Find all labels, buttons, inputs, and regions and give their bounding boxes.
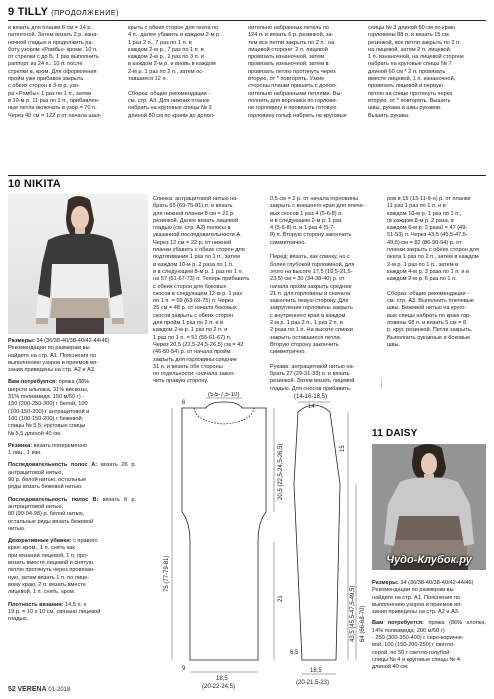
text: с правого края: кром., 1 п. снять как при вязании лицевой, 1 п. про- вязать вместе лицевой и снятую петлю протянуть через провязан- ную, затем вязать 1 п. по лице- вому краю, 2 п. вязать вместе лицевой, 1 п. снять, кром. bbox=[8, 538, 98, 596]
nikita-photo bbox=[8, 194, 148, 334]
nikita-stripes-b bbox=[8, 497, 136, 533]
nikita-gauge bbox=[8, 602, 136, 624]
dim-sleeve-top-width: (14-16-18,5) bbox=[294, 394, 328, 400]
label: Размеры: bbox=[372, 580, 399, 586]
label: Вам потребуется: bbox=[372, 620, 424, 627]
nikita-rib bbox=[8, 443, 136, 458]
page-footer bbox=[8, 686, 70, 693]
dim-sleeve-top-num: 14 bbox=[308, 404, 315, 410]
daisy-materials bbox=[372, 620, 486, 671]
text: 34 (36/38-40/38-40/42-44/46) Рекомендации по размерам вы найдете на стр. А1. Пояснения по выполнению узоров и приемов вя- зания приведены на стр. А2 и А3. bbox=[372, 580, 474, 616]
nikita-sizes bbox=[8, 338, 136, 374]
nikita-decreases bbox=[8, 538, 136, 596]
dim-back-arm-depth: 20,5 (22,5-24,5-26,5) bbox=[278, 443, 284, 500]
column-divider bbox=[381, 378, 382, 388]
dim-sleeve-cap: 15 bbox=[340, 445, 346, 452]
text: вязать попеременно 1 лиц., 1 изн. bbox=[8, 442, 87, 457]
nikita-assembly-instructions: ров в 15 (13-11-9-н) р. от планки 11 раз 1 раз по 1 п. и в каждом 10-м р. 1 раз по 1 п., (в каждом 8-м р. 2 раза, в каждом 6-м р. 2 раза) = 47 (49- 51-53) п. Через 43,5 (45,5-47,5- 49,5) см = 82 (86-90-94) р. от планки закрыть с обеих сторон для оката 1 раз по 2 п., затем в каждом 2-м р. 1 раз по 1 п., затем в каждом 4-м р. 3 раза по 1 п. и в каждом 2-м р. 6 раз по 1 п. Сборка: общие рекомендации - см. стр. А3. Выполнить плечевые швы. Бежевой нитью на круго- вые спицы набрать по краю гор- ловины 68 п. и вязать 5 см = 8 р. круг. резинкой. Петли закрыть. Выполнить рукавные и боковые швы. bbox=[387, 196, 479, 348]
dim-back-bottom-mid: 18,5 bbox=[216, 676, 228, 682]
daisy-text-column bbox=[372, 580, 486, 672]
label: Резинка: bbox=[8, 442, 33, 449]
section-title: NIKITA bbox=[23, 178, 61, 190]
tilly-column-4: спицы № 3 длиной 60 см по краю горловины 88 п. и вязать 15 см резинкой, все петли закрыть по 2 п. на лицевой, затем 2 п. лицевой, 1 п. изнаночной, на лицевой стороне набрать на круговые спицы № 7 длиной 60 см * 2 п. провязать вместе лицевой, 1 п. изнаночной, провязать лицевой и первую петлю на спице протянуть через вторую, от * повторять. Вышить швы, рукава и швы рукавов. Вышить рукава. bbox=[368, 25, 465, 119]
nikita-schematic bbox=[150, 392, 370, 692]
text: пряжа (86% хлопка, 14% полиамида; 200 м/50 г) - 250 (300-350-400) г серо-коричне- вой, 100 (150-200-250) г светло- серой, по 50 г светло-голубой; спицы № 4 и круговые спицы № 4 длиной 40 см. bbox=[372, 620, 486, 671]
dim-back-side: 21 bbox=[278, 595, 284, 602]
label: Декоративные убавки: bbox=[8, 538, 72, 545]
section-title: TILLY bbox=[17, 6, 48, 18]
header-rule bbox=[8, 20, 486, 21]
label: Плотность вязания: bbox=[8, 601, 64, 608]
section-number: 10 bbox=[8, 178, 21, 190]
section-divider bbox=[8, 175, 486, 176]
text: вязать 26 р. антрацитовой нитью, 90 р. белой нитью, остальные ряды вязать бежевой нитью. bbox=[8, 462, 136, 491]
tilly-column-3: нительно набранных петель по 124 п. и вязать 6 р. резинкой, за- тем все петли закрыть по 2 п.: на лицевой стороне: 2 п. лицевой провязать изнаночной, затем провязать изнаночной, затем в провязать петлю протянуть через вторую, от * повторять. Узкие стороны планки пришить с допол- нительно набранными петлями. Вы- полнить для вороника по горлови- не горловину и провязать готовую горловину гольф набрать на круговые bbox=[248, 25, 347, 119]
dim-back-top-width: (5,5-7,5-10) bbox=[208, 392, 240, 398]
label: Последовательность полос А: bbox=[8, 462, 98, 469]
label: Вам потребуется: bbox=[8, 379, 58, 386]
dim-back-bottom-left: 9 bbox=[182, 666, 186, 672]
dim-sleeve-total: 64 (66-68-70) bbox=[360, 605, 366, 642]
label: Размеры: bbox=[8, 338, 35, 344]
nikita-back-instructions: Спинка: антрацитовой нитью на- брать 65 (69-75-81) п. и вязать для нижней планки 8 см = 21 р. резинкой. Далее вязать лицевой гладью (см. стр. А2) полосы в указанной последовательности А. Через 12 см = 22 р. от нижней планки убавить с обеих сторон для подтягивания 1 раз по 1 п., затем в каждом 10-м р. 2 раза по 1 п. и в следующем 8-м р. 1 раз по 1 п. на 57 (61-67-73) п. Теперь прибавить с обеих сторон для боковых скосов в следующем 12-м р. 1 раз по 1 п. = 59 (63-69-75) п. Через 25 см = 48 р. от начала боковых скосов закрыть с обеих сторон для пройм 1 раз по 2 п. и в каждом 2-м р. 1 раз по 2 п. и 1 раз по 1 п. = 51 (55-61-67) п. Через 20,5 (22,5-24,5-26,5) см = 42 (46-50-54) р. от начала пройм закрыть для горловины средние 31 п. и вязать обе стороны по отдельности: сначала закон- чить правую сторону. bbox=[153, 196, 250, 385]
text: 34 (36/38-40/38-40/42-44/46) Рекомендации по размерам вы найдете на стр. А1. Пояснения по выполнению узоров и приемов вя- зания приведены на стр. А2 и А3. bbox=[8, 338, 110, 374]
tilly-column-1: и вязать для планки 6 см = 14 р. патентной. Затем вязать 2 р. изна- ночной гладью и продолжить ра- боту узором «Ромбы» кроме, 10 п. от стрелки с до Б, 1 раз выполнить раппорт из 24 п., 10 п. после стрелки в, кром. Для оформления пройм уже прибавок закрыть с обеих сторон в 3-м р. узо- ра «Ромбы» 1 раз по 1 п., затем в 10-м р. 11 раз по 1 п., прибавлен- ные петли включать в узор = 70 п. Через 40 см = 122 р от начала шал- bbox=[8, 25, 102, 119]
issue-number: 01-2018 bbox=[48, 687, 71, 693]
watermark-caption: Чудо-Клубок.ру bbox=[386, 554, 472, 566]
dim-sleeve-bottom-num: 18,5 bbox=[310, 668, 322, 674]
text: 14,5 п. x 19 р. = 10 x 10 см, связано лицевой гладью. bbox=[8, 601, 101, 623]
nikita-front-sleeve-instructions: 0,5 см = 2 р. от начала горловины закрыть с внешнего края для плече- вых скосов 1 раз 4 (5-6-8) п. и в следующем 2-м р. 1 раз 4 (5-6-8) п. и 1 раз 4 (5-7- 8) п. Вторую сторону закончить симметрично. Перед: вязать, как спинку, но с более глубокой горловиной, для этого на высоте 17,5 (19,5-21,5- 23,5) см = 30 (34-38-40) р. от начала пройм закрыть средние 21 п. для горловины и сначала закончить левую сторону. Для закругления горловины закрыть с внутреннего края в каждом 2-м р. 1 раз 2 п., 1 раз 2 п. и 2 раза по 1 п. На высоте спинки закрыть оставшиеся петли. Вторую сторону закончить симметрично. Рукава: антрацитовой нитью на- брать 27 (29-31-33) п. и вязать резинкой. Затем вязать лицевой гладью. Для сносов прибавить. bbox=[270, 196, 365, 392]
nikita-stripes-a bbox=[8, 462, 136, 491]
dim-sleeve-bottom-width: (20-21,5-23) bbox=[296, 680, 330, 686]
label: Последовательность полос В: bbox=[8, 496, 99, 503]
section-number: 9 bbox=[8, 6, 15, 18]
page-number: 52 bbox=[8, 686, 16, 693]
text: вязать 8 р. антрацитовой нитью, 80 (90-94-98) р. белой нитью, остальные ряды вязать бежевой нитью. bbox=[8, 496, 136, 532]
section-subtitle: (ПРОДОЛЖЕНИЕ) bbox=[51, 10, 120, 17]
nikita-materials bbox=[8, 379, 136, 437]
section-header-nikita bbox=[8, 178, 61, 190]
dim-sleeve-cuff: 6,5 bbox=[290, 650, 299, 656]
tilly-column-2: крыть с обеих сторон для оката по 4 п., далее убавить в каждом 2-м р. 1 раз 2 п., 7 раз по 1 п. в каждом 2-м р., 7 раз по 1 п. в каждом 2-м р., 2 раз по 3 п. и в каждом 2-м р. и вновь в каждом 2-м р. 1 раз по 2 п., затем ос- тавшиеся 12 п. Сборка: общие рекомендации - см. стр. А3. Для нижних планок набрать на круговые спицы № 3 длиной 80 см по краям до допол- bbox=[128, 25, 221, 119]
brand-name: VERENA bbox=[17, 686, 47, 693]
dim-back-bottom-width: (20-22-24,5) bbox=[202, 684, 236, 690]
section-header-daisy: 11 DAISY bbox=[372, 428, 418, 439]
dim-back-total: 75 (77-79-81) bbox=[164, 555, 170, 592]
dim-back-top-left: 6 bbox=[182, 400, 186, 406]
section-header-tilly bbox=[8, 6, 119, 18]
daisy-photo bbox=[372, 444, 486, 570]
nikita-left-column bbox=[8, 338, 136, 623]
dim-sleeve-length: 43,5 (45,5-47,5-49,5) bbox=[350, 585, 356, 642]
daisy-sizes bbox=[372, 580, 486, 616]
text: пряжа (38% шерсти альпака, 31% вискозы, 31% полиамида; 150 м/50 г) - 150 (200-250-300) г белой, 100 (100-150-200) г антрацитовой и 100 (100-150-200) г бежевой; спицы № 5,5; круговые спицы № 5,5 длиной 40 см. bbox=[8, 379, 90, 437]
